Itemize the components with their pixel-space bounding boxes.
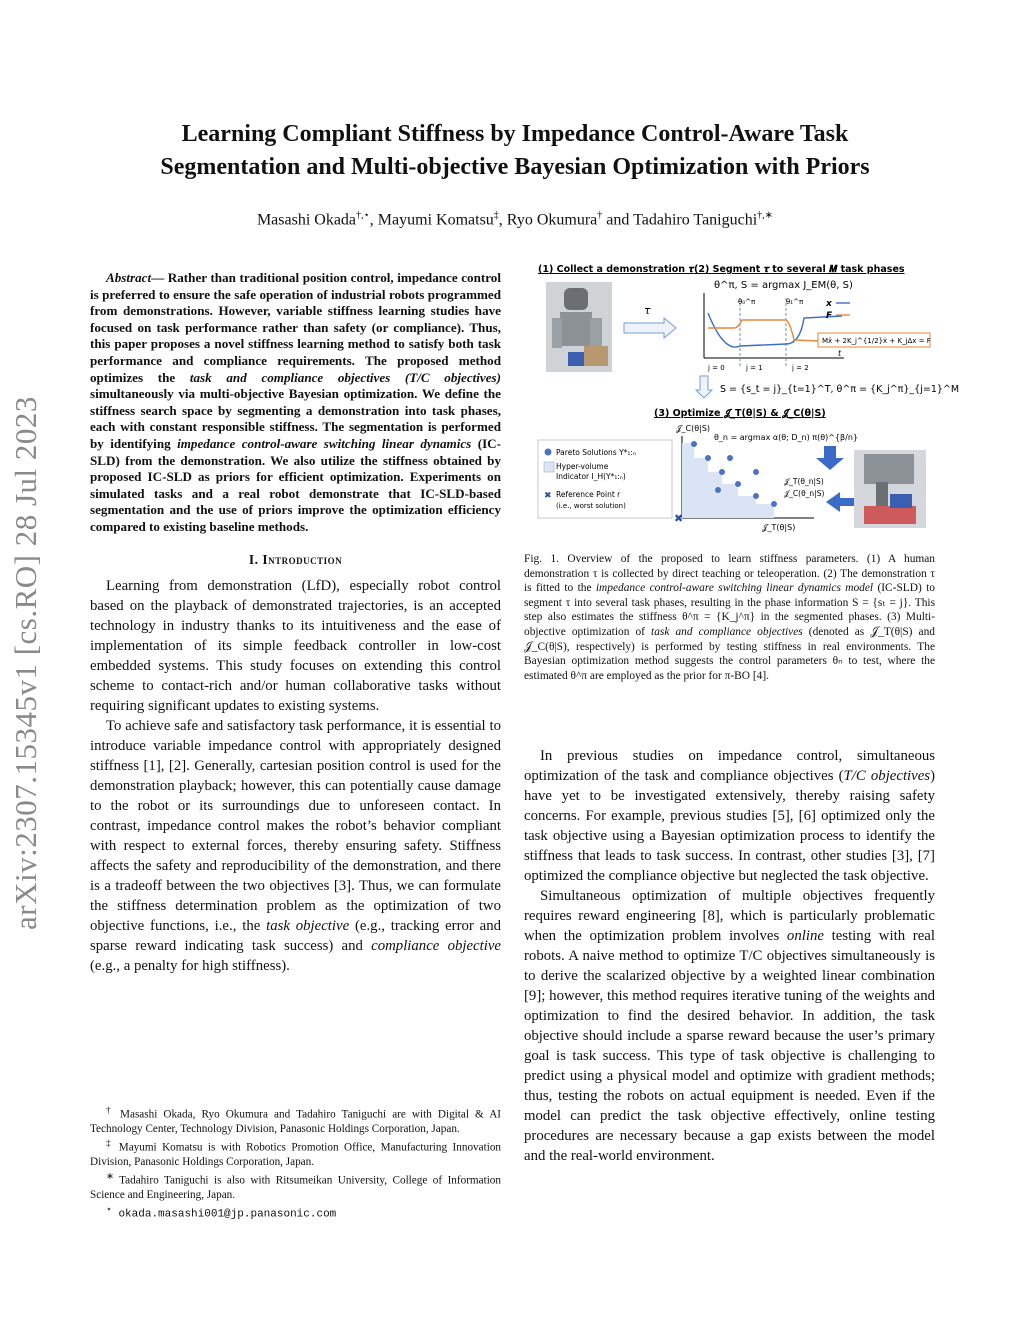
affiliation-mark: †,⋆ bbox=[356, 210, 370, 221]
step-3-label: (3) Optimize 𝓙_T(θ|S) & 𝓙_C(θ|S) bbox=[654, 408, 826, 419]
affiliation-mark: † bbox=[597, 210, 603, 221]
arxiv-identifier-stamp: arXiv:2307.15345v1 [cs.RO] 28 Jul 2023 bbox=[8, 396, 43, 930]
down-arrow-icon bbox=[696, 376, 712, 398]
phase-2-label: j = 2 bbox=[792, 364, 809, 372]
figure-1 bbox=[524, 258, 960, 538]
section-heading-introduction bbox=[90, 552, 501, 568]
intro-paragraph-2 bbox=[90, 716, 501, 976]
legend-f-label: F bbox=[826, 311, 833, 321]
pareto-point bbox=[705, 455, 711, 461]
theta-1-label: θ₁^π bbox=[786, 298, 804, 306]
body-text: In previous studies on impedance control, simultaneous optimization of the task and compliance objectives ( bbox=[524, 748, 935, 784]
caption-text: Fig. 1. Overview of the proposed to learn stiffness parameters. (1) A human demonstration τ is collected by direct teaching or teleoperation. (2) The demonstration τ is fitted to the bbox=[524, 553, 935, 595]
tau-label: τ bbox=[644, 304, 651, 317]
task-axis-label: 𝒥_T(θ|S) bbox=[762, 523, 796, 532]
reference-point-icon: ✖ bbox=[544, 491, 552, 501]
body-paragraph-3 bbox=[524, 746, 935, 886]
body-text: Simultaneous optimization of multiple objectives frequently requires reward engineering [8], which is particularly problematic when the optimization problem involves bbox=[524, 888, 935, 944]
segment-plot bbox=[704, 293, 931, 372]
reference-point-icon: ✖ bbox=[674, 512, 684, 525]
legend-x-label: x bbox=[826, 299, 832, 309]
phase-1-label: j = 1 bbox=[746, 364, 763, 372]
footnote-3 bbox=[90, 1170, 501, 1203]
figure-1-diagram bbox=[524, 258, 960, 538]
suggest-arrow-icon bbox=[816, 446, 844, 470]
hypervolume-legend-label-2: Indicator I_H(Y*₁:ₙ) bbox=[556, 472, 626, 481]
pareto-point bbox=[771, 501, 777, 507]
reference-legend-label: Reference Point r bbox=[556, 490, 621, 499]
hypervolume-swatch bbox=[544, 462, 554, 472]
pareto-point-icon bbox=[545, 449, 552, 456]
body-text: (e.g., tracking error and sparse reward indicating task success) and bbox=[90, 917, 502, 954]
email-link[interactable]: okada.masashi001@jp.panasonic.com bbox=[111, 1208, 337, 1221]
pareto-legend bbox=[538, 440, 672, 518]
affiliation-mark: †,∗ bbox=[757, 210, 774, 221]
abstract-text: Rather than traditional position control, impedance control is preferred to ensure the safe operation of industrial robots programmed from demonstrations. However, variable stiffness learning studies have focused on task performance rather than safety (or compliance). Thus, this paper proposes a novel stiffness learning method to satisfy both task performance and compliance requirements. The proposed method optimizes the bbox=[90, 270, 501, 385]
left-column bbox=[90, 270, 501, 976]
footnote-mark: † bbox=[106, 1106, 114, 1116]
footnote-text: Masashi Okada, Ryo Okumura and Tadahiro Taniguchi are with Digital & AI Technology Center, Technology Division, Panasonic Holdings Corporation, Japan. bbox=[90, 1108, 501, 1136]
author-name: Mayumi Komatsu bbox=[377, 211, 494, 229]
pareto-point bbox=[753, 493, 759, 499]
pareto-point bbox=[727, 455, 733, 461]
hypervolume-legend-label: Hyper-volume bbox=[556, 462, 609, 471]
footnote-1 bbox=[90, 1104, 501, 1137]
abstract-label: Abstract bbox=[106, 270, 152, 285]
right-column bbox=[524, 258, 960, 683]
pareto-point bbox=[753, 469, 759, 475]
body-text: (e.g., a penalty for high stiffness). bbox=[90, 957, 290, 974]
author-name: Tadahiro Taniguchi bbox=[633, 211, 758, 229]
compliance-eval-label: 𝒥_C(θ_n|S) bbox=[784, 489, 825, 498]
figure-1-caption bbox=[524, 552, 935, 683]
body-emphasis: T/C objectives bbox=[843, 768, 931, 784]
author-name: Masashi Okada bbox=[256, 211, 357, 229]
caption-emphasis: impedance control-aware switching linear dynamics model bbox=[595, 582, 874, 595]
dynamics-equation: Mẍ + 2K_j^{1/2}ẋ + K_jΔx = F bbox=[822, 337, 931, 345]
abstract-dash: — bbox=[151, 270, 168, 285]
abstract-text: (IC-SLD) from the demonstration. We also utilize the stiffness obtained by proposed IC-SLD as priors for efficient optimization. Experiments on simulated tasks and a real robot demonstrate that IC-SLD-based segmentation and the use of priors improve the optimization efficiency compared to existing baseline methods. bbox=[90, 435, 501, 534]
intro-paragraph-1: Learning from demonstration (LfD), especially robot control based on the playback of demonstrated trajectories, is an accepted technology in industry thanks to its intuitiveness and the ease of implementation of its simple feedback controller in low-cost embedded systems. This study focuses on extending this control scheme to contact-rich and/or human collaborative tasks without requiring significant updates to existing systems. bbox=[90, 577, 501, 714]
author-list bbox=[80, 210, 950, 229]
pareto-point bbox=[715, 487, 721, 493]
step-1-label: (1) Collect a demonstration 𝝉 bbox=[538, 264, 694, 275]
caption-emphasis: task and compliance objectives bbox=[651, 625, 803, 638]
pareto-point bbox=[691, 441, 697, 447]
robot-photo-2 bbox=[854, 450, 926, 528]
phase-0-label: j = 0 bbox=[708, 364, 725, 372]
abstract bbox=[90, 270, 501, 536]
pareto-point bbox=[735, 481, 741, 487]
caption-text: (IC-SLD) to segment τ into several task phases, resulting in the phase information S = {sₜ = j}. This step also estimates the stiffness θ^π = {K_j^π} in the segmented phases. (3) Multi-objective optimization of bbox=[524, 582, 935, 638]
footnote-mark: ∗ bbox=[106, 1171, 114, 1182]
pareto-legend-label: Pareto Solutions Y*₁:ₙ bbox=[556, 448, 636, 457]
body-text: To achieve safe and satisfactory task performance, it is essential to introduce variable impedance control with appropriately designed stiffness [1], [2]. Generally, cartesian position control is used for the demonstration playback; however, this can potentially cause damage to the robot or its surroundings due to unforeseen contact. In contrast, impedance control makes the robot’s behavior compliant with respect to external forces, thereby ensuring safety. Stiffness affects the safety and reproducibility of the demonstration, and there is a tradeoff between the two objectives [3]. Thus, we can formulate the stiffness determination problem as the optimization of two objective functions, i.e., the bbox=[90, 717, 501, 934]
body-text: ) have yet to be investigated extensively, thereby raising safety concerns. For example, previous studies [5], [6] optimized only the task objective using a Bayesian optimization process to identify the stiffness that leads to task success. In contrast, other studies [3], [7] optimized the compliance objective but neglected the task objective. bbox=[524, 768, 935, 884]
em-equation: θ^π, S = argmax J_EM(θ, S) bbox=[714, 280, 853, 291]
footnote-4 bbox=[90, 1203, 501, 1222]
body-emphasis: task objective bbox=[266, 917, 350, 934]
body-emphasis: compliance objective bbox=[371, 937, 501, 954]
compliance-axis-label: 𝒥_C(θ|S) bbox=[676, 424, 711, 433]
pareto-point bbox=[719, 469, 725, 475]
feedback-arrow-icon bbox=[826, 492, 854, 512]
step-2-label: (2) Segment 𝝉 to several 𝑴 task phases bbox=[694, 264, 905, 275]
segmentation-equation: S = {s_t = j}_{t=1}^T, θ^π = {K_j^π}_{j=1}^M bbox=[720, 384, 960, 395]
demo-arrow-icon bbox=[624, 318, 676, 338]
affiliation-mark: ‡ bbox=[493, 210, 499, 221]
footnote-2 bbox=[90, 1137, 501, 1170]
acquisition-equation: θ_n = argmax α(θ; D_n) π(θ)^{β/n} bbox=[714, 433, 858, 442]
body-emphasis: online bbox=[786, 928, 824, 944]
author-separator: , bbox=[369, 211, 378, 229]
abstract-emphasis: task and compliance objectives (T/C objectives) bbox=[189, 369, 501, 385]
hypervolume-area bbox=[682, 443, 774, 518]
section-number: I. bbox=[248, 551, 263, 567]
task-eval-label: 𝒥_T(θ_n|S) bbox=[784, 477, 824, 486]
author-name: Ryo Okumura bbox=[506, 211, 598, 229]
footnote-text: Tadahiro Taniguchi is also with Ritsumeikan University, College of Information Science and Engineering, Japan. bbox=[90, 1174, 501, 1202]
footnote-mark: ‡ bbox=[106, 1138, 114, 1149]
abstract-text: simultaneously via multi-objective Bayesian optimization. We define the stiffness search space by segmenting a demonstration into task phases, each with constant responsible stiffness. The segmentation is performed by identifying bbox=[90, 386, 501, 451]
footnote-text: Mayumi Komatsu is with Robotics Promotion Office, Manufacturing Innovation Division, Panasonic Holdings Corporation, Japan. bbox=[90, 1141, 502, 1169]
right-column-body bbox=[524, 746, 935, 1166]
robot-photo-1 bbox=[546, 282, 612, 372]
title-line-1: Learning Compliant Stiffness by Impedance Control-Aware Task bbox=[181, 121, 849, 147]
footnote-mark: ⋆ bbox=[106, 1204, 112, 1215]
caption-text: (denoted as 𝒥_T(θ|S) and 𝒥_C(θ|S), respectively) is performed by testing stiffness in real environments. The Bayesian optimization method suggests the control parameters θₙ to test, where the estimated θ^π are employed as the prior for π-BO [4]. bbox=[524, 625, 935, 682]
body-paragraph-4 bbox=[524, 886, 935, 1166]
author-separator: and bbox=[602, 211, 634, 229]
reference-legend-label-2: (i.e., worst solution) bbox=[556, 502, 626, 510]
footnotes bbox=[90, 1104, 501, 1222]
title-line-2: Segmentation and Multi-objective Bayesian Optimization with Priors bbox=[160, 154, 870, 180]
time-axis-label: t bbox=[838, 349, 842, 358]
section-title: Introduction bbox=[262, 551, 343, 567]
paper-title bbox=[80, 118, 950, 184]
abstract-emphasis: impedance control-aware switching linear dynamics bbox=[177, 435, 472, 451]
theta-0-label: θ₀^π bbox=[738, 298, 756, 306]
author-separator: , bbox=[498, 211, 507, 229]
body-text: testing with real robots. A naive method to optimize T/C objectives simultaneously is to derive the scalarized objective by a weighted linear combination [9]; however, this method requires iterative tuning of the weights and optimization to find the desired behavior. In addition, the task objective should include a sparse reward because the user’s primary goal is task success. This type of task objective is challenging to predict using a physical model and optimize with gradient methods; thus, testing the robots on actual equipment is needed. Even if the model can predict the task objective effectively, online testing procedures are necessary because a gap exists between the model and the real-world environment. bbox=[524, 928, 935, 1164]
